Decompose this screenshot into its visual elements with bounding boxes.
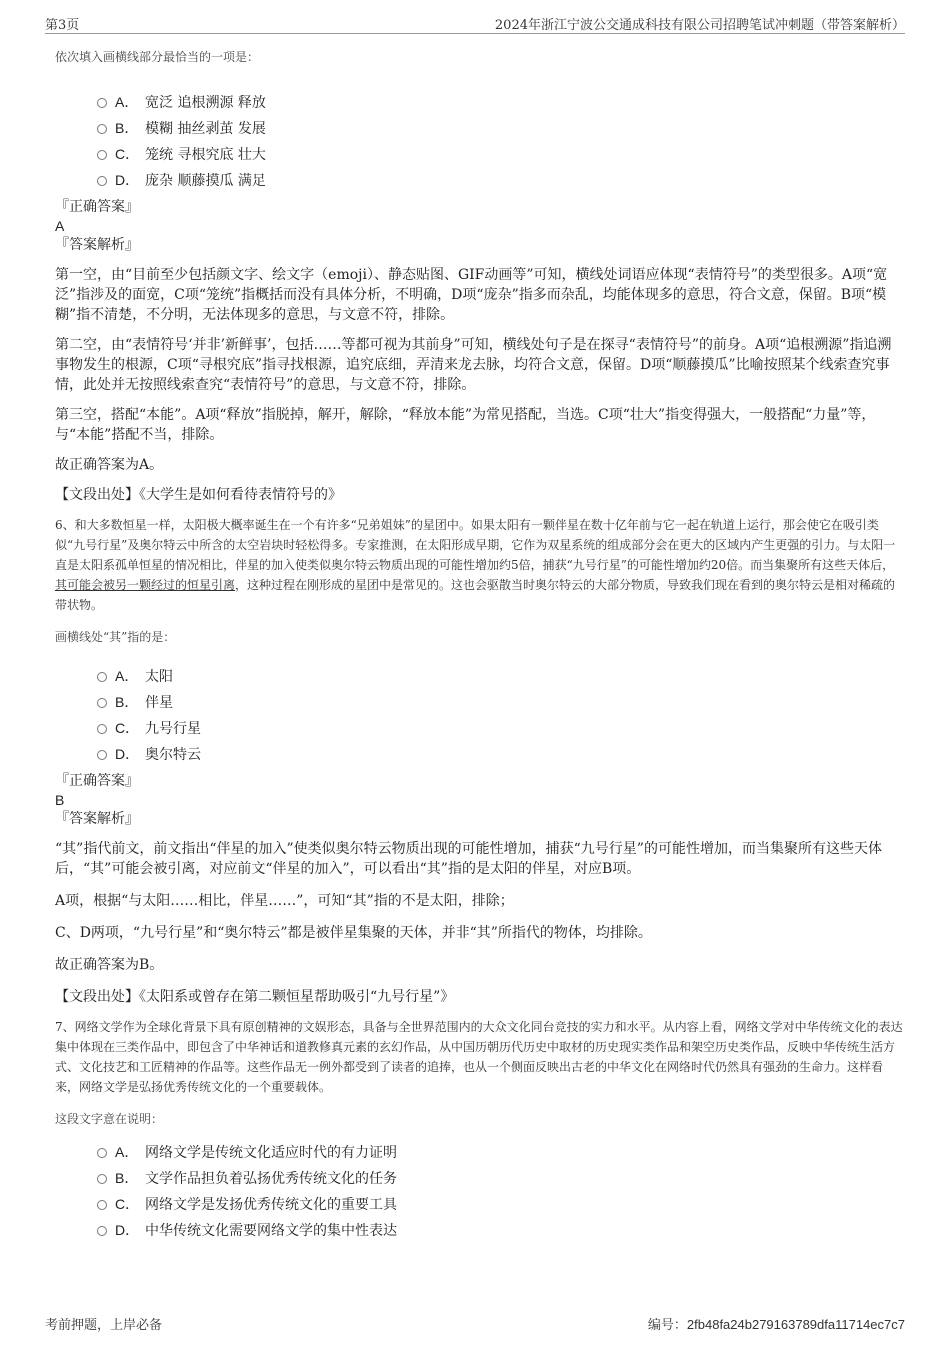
- page-number: 第3页: [45, 18, 80, 33]
- radio-icon[interactable]: [97, 1174, 107, 1184]
- q7-stem: 7、网络文学作为全球化背景下具有原创精神的文娱形态，具备与全世界范围内的大众文化同台竞技的实力和水平。从内容上看，网络文学对中华传统文化的表达集中体现在三类作品中，即包含了中华神话和道教修真元素的玄幻作品，从中国历朝历代历史中取材的历史现实类作品和架空历史类作品，反映中华传统生活方式、文化技艺和工匠精神的作品等。这些作品无一例外都受到了读者的追捧，也从一个侧面反映出古老的中华文化在网络时代仍然具有强劲的生命力。这样看来，网络文学是弘扬优秀传统文化的一个重要载体。: [55, 1020, 903, 1094]
- footer-slogan: 考前押题，上岸必备: [45, 1318, 163, 1333]
- radio-icon[interactable]: [97, 1226, 107, 1236]
- q7-option-d[interactable]: D． 中华传统文化需要网络文学的集中性表达: [55, 1217, 905, 1243]
- q5-analysis-1: 第一空，由“目前至少包括颜文字、绘文字（emoji）、静态贴图、GIF动画等”可知，横线处词语应体现“表情符号”的类型很多。A项“宽泛”指涉及的面宽，C项“笼统”指概括而没有具体分析，不明确，D项“庞杂”指多而杂乱，均能体现多的意思，符合文意，保留。B项“模糊”指不清楚，不分明，无法体现多的意思，与文意不符，排除。: [55, 267, 888, 323]
- q5-correct-label: 『正确答案』: [55, 199, 139, 215]
- q5-prompt: 依次填入画横线部分最恰当的一项是：: [55, 50, 260, 64]
- q6-options: [55, 663, 905, 767]
- q6-correct-label: 『正确答案』: [55, 773, 139, 789]
- q6-analysis-conclusion: 故正确答案为B。: [55, 957, 164, 973]
- radio-icon[interactable]: [97, 672, 107, 682]
- q6-correct-value: B: [55, 792, 65, 808]
- q6-stem: 6、和大多数恒星一样，太阳极大概率诞生在一个有许多“兄弟姐妹”的星团中。如果太阳有一颗伴星在数十亿年前与它一起在轨道上运行，那会使它在吸引类似“九号行星”及奥尔特云中所含的太空岩块时轻松得多。专家推测，在太阳形成早期，它作为双星系统的组成部分会在更大的区域内产生更强的引力。与太阳一直是太阳系孤单恒星的情况相比，伴星的加入使类似奥尔特云物质出现的可能性增加约5倍，捕获“九号行星”的可能性增加约20倍。而当集聚所有这些天体后，其可能会被另一颗经过的恒星引离，这种过程在刚形成的星团中是常见的。这也会驱散当时奥尔特云的大部分物质，导致我们现在看到的奥尔特云是相对稀疏的带状物。: [55, 518, 896, 612]
- q7-prompt: 这段文字意在说明：: [55, 1112, 164, 1126]
- q5-analysis-conclusion: 故正确答案为A。: [55, 457, 164, 473]
- q5-analysis-2: 第二空，由“表情符号‘并非’新鲜事’，包括……等都可视为其前身”可知，横线处句子是在探寻“表情符号”的前身。A项“追根溯源”指追溯事物发生的根源，C项“寻根究底”指寻找根源，追究底细，弄清来龙去脉，均符合文意，保留。D项“顺藤摸瓜”比喻按照某个线索查究事情，此处并无按照线索查究“表情符号”的意思，与文意不符，排除。: [55, 337, 892, 393]
- q7-option-c[interactable]: C． 网络文学是发扬优秀传统文化的重要工具: [55, 1191, 905, 1217]
- q5-option-d[interactable]: D． 庞杂 顺藤摸瓜 满足: [55, 167, 905, 193]
- q5-option-c[interactable]: C． 笼统 寻根究底 壮大: [55, 141, 905, 167]
- document-id: 编号：2fb48fa24b279163789dfa11714ec7c7: [647, 1317, 905, 1332]
- q5-source: 【文段出处】《大学生是如何看待表情符号的》: [55, 487, 342, 503]
- q5-analysis-label: 『答案解析』: [55, 237, 139, 253]
- q6-option-d[interactable]: D． 奥尔特云: [55, 741, 905, 767]
- radio-icon[interactable]: [97, 176, 107, 186]
- q5-options: [55, 89, 905, 193]
- radio-icon[interactable]: [97, 698, 107, 708]
- q7-option-b[interactable]: B． 文学作品担负着弘扬优秀传统文化的任务: [55, 1165, 905, 1191]
- q5-correct-value: A: [55, 218, 65, 234]
- radio-icon[interactable]: [97, 750, 107, 760]
- q6-underlined-text: 其可能会被另一颗经过的恒星引离: [55, 578, 236, 592]
- q5-option-a[interactable]: A． 宽泛 追根溯源 释放: [55, 89, 905, 115]
- page-header: [45, 12, 905, 34]
- q6-option-a[interactable]: A． 太阳: [55, 663, 905, 689]
- q6-analysis-label: 『答案解析』: [55, 811, 139, 827]
- q6-source: 【文段出处】《太阳系或曾存在第二颗恒星帮助吸引“九号行星”》: [55, 989, 455, 1005]
- q7-options: [55, 1139, 905, 1243]
- q5-analysis-3: 第三空，搭配“本能”。A项“释放”指脱掉，解开，解除，“释放本能”为常见搭配，当选。C项“壮大”指变得强大，一般搭配“力量”等，与“本能”搭配不当，排除。: [55, 407, 876, 443]
- q6-analysis-3: C、D两项，“九号行星”和“奥尔特云”都是被伴星集聚的天体，并非“其”所指代的物体，均排除。: [55, 925, 652, 941]
- q5-option-b[interactable]: B． 模糊 抽丝剥茧 发展: [55, 115, 905, 141]
- radio-icon[interactable]: [97, 98, 107, 108]
- radio-icon[interactable]: [97, 1148, 107, 1158]
- radio-icon[interactable]: [97, 124, 107, 134]
- q6-prompt: 画横线处“其”指的是：: [55, 630, 176, 644]
- q7-option-a[interactable]: A． 网络文学是传统文化适应时代的有力证明: [55, 1139, 905, 1165]
- q6-analysis-2: A项，根据“与太阳……相比，伴星……”，可知“其”指的不是太阳，排除；: [55, 893, 514, 909]
- radio-icon[interactable]: [97, 150, 107, 160]
- radio-icon[interactable]: [97, 724, 107, 734]
- document-title: 2024年浙江宁波公交通成科技有限公司招聘笔试冲刺题（带答案解析）: [494, 18, 905, 33]
- q6-analysis-1: “其”指代前文，前文指出“伴星的加入”使类似奥尔特云物质出现的可能性增加，捕获“九号行星”的可能性增加，而当集聚所有这些天体后，“其”可能会被引离，对应前文“伴星的加入”，可以看出“其”指的是太阳的伴星，对应B项。: [55, 841, 882, 877]
- document-body: [55, 44, 905, 1243]
- q6-option-c[interactable]: C． 九号行星: [55, 715, 905, 741]
- q6-option-b[interactable]: B． 伴星: [55, 689, 905, 715]
- radio-icon[interactable]: [97, 1200, 107, 1210]
